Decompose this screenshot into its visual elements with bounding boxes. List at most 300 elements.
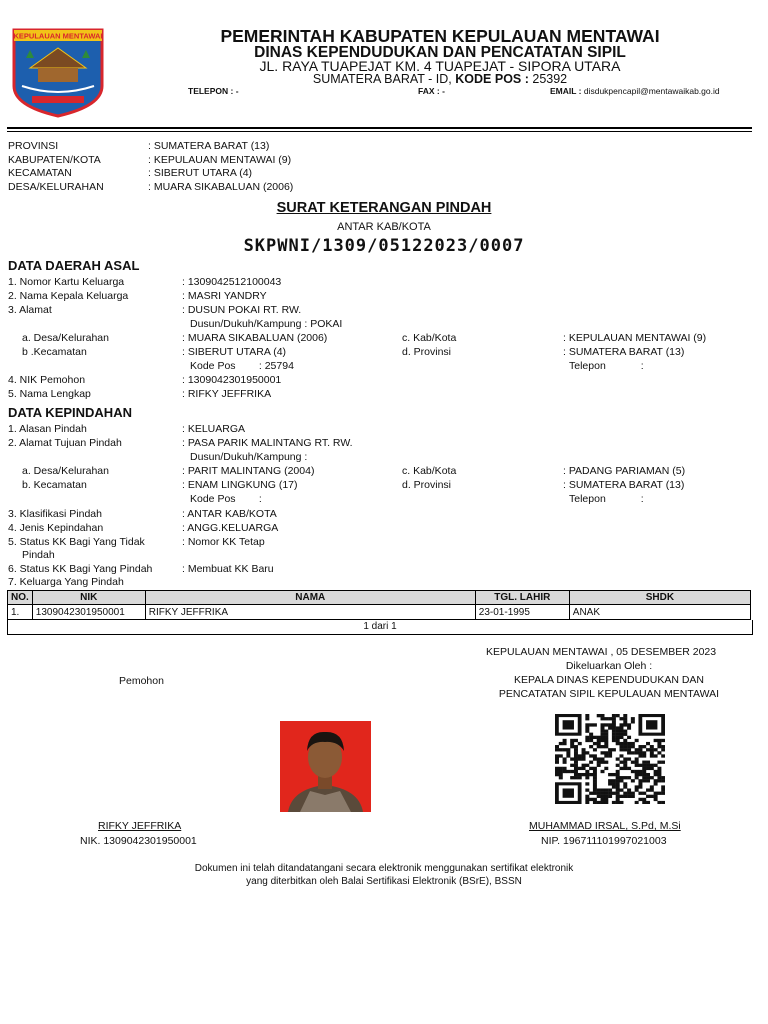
place-date: KEPULAUAN MENTAWAI , 05 DESEMBER 2023 <box>486 646 717 658</box>
qr-module <box>612 773 616 776</box>
qr-module <box>612 779 616 782</box>
qr-module <box>582 773 586 776</box>
move-regency-label: c. Kab/Kota <box>402 465 457 477</box>
qr-module <box>638 754 642 757</box>
qr-module <box>654 792 658 795</box>
qr-module <box>619 754 623 757</box>
qr-module <box>623 739 627 742</box>
qr-module <box>593 748 597 751</box>
qr-module <box>608 779 612 782</box>
qr-module <box>555 757 559 760</box>
qr-module <box>589 723 593 726</box>
qr-module <box>608 754 612 757</box>
qr-module <box>597 788 601 791</box>
postal-label: KODE POS : <box>455 72 529 86</box>
region-value-province: : SUMATERA BARAT (13) <box>148 140 270 152</box>
qr-module <box>559 754 563 757</box>
qr-module <box>597 792 601 795</box>
email-label: EMAIL : <box>550 86 582 96</box>
qr-module <box>604 733 608 736</box>
qr-module <box>646 742 650 745</box>
qr-module <box>601 801 605 804</box>
qr-module <box>608 795 612 798</box>
origin-kk-value: : 1309042512100043 <box>182 276 282 288</box>
qr-module <box>642 764 646 767</box>
qr-module <box>646 767 650 770</box>
qr-module <box>642 754 646 757</box>
qr-module <box>555 754 559 757</box>
qr-module <box>616 757 620 760</box>
qr-module <box>585 788 589 791</box>
qr-module <box>657 773 661 776</box>
qr-module <box>631 720 635 723</box>
qr-module <box>574 745 578 748</box>
qr-module <box>563 757 567 760</box>
qr-module <box>635 764 639 767</box>
qr-module <box>661 739 665 742</box>
move-district-label: b. Kecamatan <box>22 479 87 491</box>
qr-module <box>623 733 627 736</box>
origin-postal-code: Kode Pos : 25794 <box>190 360 294 372</box>
email-line <box>550 86 720 96</box>
qr-module <box>638 751 642 754</box>
family-table <box>7 590 751 620</box>
qr-module <box>642 779 646 782</box>
header-divider <box>7 127 752 129</box>
qr-module <box>657 770 661 773</box>
qr-module <box>593 798 597 801</box>
qr-module <box>585 723 589 726</box>
qr-module <box>570 770 574 773</box>
family-table-header <box>8 591 751 605</box>
qr-module <box>582 767 586 770</box>
qr-module <box>657 767 661 770</box>
qr-module <box>657 761 661 764</box>
move-village-value: : PARIT MALINTANG (2004) <box>182 465 315 477</box>
qr-module <box>608 773 612 776</box>
qr-module <box>650 764 654 767</box>
qr-module <box>635 776 639 779</box>
cell-no: 1. <box>8 605 33 620</box>
qr-module <box>585 782 589 785</box>
qr-module <box>623 792 627 795</box>
qr-module <box>616 779 620 782</box>
qr-module <box>563 770 567 773</box>
qr-module <box>646 748 650 751</box>
qr-module <box>608 788 612 791</box>
qr-module <box>578 754 582 757</box>
qr-module <box>559 748 563 751</box>
qr-module <box>574 739 578 742</box>
qr-module <box>616 792 620 795</box>
qr-module <box>657 801 661 804</box>
move-reason-value: : KELUARGA <box>182 423 246 435</box>
qr-module <box>646 801 650 804</box>
qr-module <box>604 788 608 791</box>
qr-module <box>578 742 582 745</box>
qr-module <box>619 779 623 782</box>
col-nama: NAMA <box>145 591 475 605</box>
qr-module <box>627 723 631 726</box>
qr-module <box>574 754 578 757</box>
qr-module <box>597 761 601 764</box>
qr-module <box>574 751 578 754</box>
qr-module <box>646 776 650 779</box>
qr-module <box>585 795 589 798</box>
qr-module <box>601 798 605 801</box>
kk-status-staying-value: : Nomor KK Tetap <box>182 536 265 548</box>
qr-module <box>646 779 650 782</box>
qr-module <box>646 764 650 767</box>
qr-module <box>604 730 608 733</box>
qr-module <box>570 757 574 760</box>
col-shdk: SHDK <box>569 591 750 605</box>
qr-module <box>631 779 635 782</box>
qr-module <box>657 739 661 742</box>
qr-module <box>608 751 612 754</box>
region-label-province: PROVINSI <box>8 140 59 152</box>
qr-module <box>623 748 627 751</box>
qr-module <box>661 776 665 779</box>
qr-module <box>601 770 605 773</box>
qr-module <box>616 764 620 767</box>
qr-module <box>635 773 639 776</box>
qr-module <box>661 745 665 748</box>
qr-module <box>612 726 616 729</box>
qr-module <box>593 757 597 760</box>
qr-module <box>623 782 627 785</box>
qr-module <box>627 736 631 739</box>
qr-module <box>604 742 608 745</box>
qr-module <box>608 748 612 751</box>
move-type-value: : ANGG.KELUARGA <box>182 522 279 534</box>
qr-module <box>585 773 589 776</box>
qr-module <box>574 770 578 773</box>
qr-module <box>597 795 601 798</box>
origin-nik-label: 4. NIK Pemohon <box>8 374 86 386</box>
qr-module <box>635 761 639 764</box>
qr-module <box>619 748 623 751</box>
move-reason-label: 1. Alasan Pindah <box>8 423 87 435</box>
qr-module <box>642 745 646 748</box>
qr-module <box>623 764 627 767</box>
move-dusun: Dusun/Dukuh/Kampung : <box>190 451 308 463</box>
move-classification-label: 3. Klasifikasi Pindah <box>8 508 102 520</box>
qr-module <box>601 795 605 798</box>
qr-module <box>650 767 654 770</box>
qr-module <box>619 788 623 791</box>
qr-module <box>612 782 616 785</box>
qr-module <box>627 726 631 729</box>
qr-module <box>578 776 582 779</box>
qr-module <box>638 782 642 785</box>
qr-module <box>593 770 597 773</box>
regency-logo <box>10 28 106 118</box>
qr-module <box>597 801 601 804</box>
qr-module <box>604 761 608 764</box>
qr-module <box>657 742 661 745</box>
region-label-village: DESA/KELURAHAN <box>8 181 104 193</box>
qr-module <box>616 788 620 791</box>
qr-module <box>642 770 646 773</box>
qr-module <box>601 792 605 795</box>
qr-module <box>619 767 623 770</box>
qr-module <box>650 795 654 798</box>
qr-module <box>563 742 567 745</box>
qr-module <box>635 785 639 788</box>
origin-head-value: : MASRI YANDRY <box>182 290 267 302</box>
qr-module <box>597 745 601 748</box>
qr-module <box>623 714 627 717</box>
qr-module <box>589 754 593 757</box>
qr-module <box>623 745 627 748</box>
qr-module <box>585 751 589 754</box>
qr-module <box>661 761 665 764</box>
qr-module <box>566 770 570 773</box>
qr-module <box>585 798 589 801</box>
qr-module <box>574 761 578 764</box>
qr-module <box>593 792 597 795</box>
qr-module <box>654 779 658 782</box>
qr-module <box>601 733 605 736</box>
applicant-name: RIFKY JEFFRIKA <box>98 820 182 832</box>
qr-module <box>654 798 658 801</box>
qr-module <box>623 730 627 733</box>
qr-module <box>566 748 570 751</box>
move-telephone: Telepon : <box>569 493 644 505</box>
document-subtitle: ANTAR KAB/KOTA <box>337 221 431 233</box>
qr-module <box>627 776 631 779</box>
qr-module <box>654 795 658 798</box>
cell-shdk: ANAK <box>569 605 750 620</box>
qr-module <box>555 773 559 776</box>
qr-module <box>661 785 665 788</box>
region-value-village: : MUARA SIKABALUAN (2006) <box>148 181 294 193</box>
qr-module <box>650 748 654 751</box>
qr-module <box>604 798 608 801</box>
qr-module <box>612 714 616 717</box>
move-address-label: 2. Alamat Tujuan Pindah <box>8 437 122 449</box>
qr-module <box>612 785 616 788</box>
qr-module <box>623 795 627 798</box>
qr-module <box>574 773 578 776</box>
qr-module <box>597 714 601 717</box>
qr-module <box>619 801 623 804</box>
qr-module <box>608 723 612 726</box>
qr-module <box>593 776 597 779</box>
qr-module <box>642 761 646 764</box>
header-province: SUMATERA BARAT - ID, <box>312 72 452 86</box>
qr-module <box>616 776 620 779</box>
qr-module <box>642 792 646 795</box>
qr-module <box>608 717 612 720</box>
qr-module <box>627 767 631 770</box>
qr-module <box>578 767 582 770</box>
qr-module <box>657 745 661 748</box>
qr-module <box>619 717 623 720</box>
qr-module <box>574 764 578 767</box>
qr-module <box>582 751 586 754</box>
qr-module <box>619 723 623 726</box>
qr-module <box>619 795 623 798</box>
cell-nik: 1309042301950001 <box>32 605 145 620</box>
qr-module <box>597 757 601 760</box>
qr-module <box>635 801 639 804</box>
qr-module <box>593 767 597 770</box>
qr-module <box>623 720 627 723</box>
qr-module <box>623 717 627 720</box>
qr-module <box>631 770 635 773</box>
qr-module <box>604 745 608 748</box>
section-heading-origin: DATA DAERAH ASAL <box>8 258 140 273</box>
official-name: MUHAMMAD IRSAL, S.Pd, M.Si <box>529 820 681 832</box>
qr-module <box>635 757 639 760</box>
qr-module <box>585 717 589 720</box>
qr-module <box>654 748 658 751</box>
qr-module <box>582 754 586 757</box>
qr-module <box>619 761 623 764</box>
move-address-value: : PASA PARIK MALINTANG RT. RW. <box>182 437 353 449</box>
qr-module <box>627 751 631 754</box>
move-regency-value: : PADANG PARIAMAN (5) <box>563 465 686 477</box>
issued-by: Dikeluarkan Oleh : <box>565 660 653 672</box>
kk-status-moving-value: : Membuat KK Baru <box>182 563 274 575</box>
qr-module <box>593 801 597 804</box>
qr-module <box>601 751 605 754</box>
qr-module <box>601 730 605 733</box>
qr-module <box>616 726 620 729</box>
qr-module <box>654 782 658 785</box>
move-province-label: d. Provinsi <box>402 479 452 491</box>
qr-module <box>585 776 589 779</box>
qr-module <box>555 745 559 748</box>
qr-module <box>593 723 597 726</box>
move-classification-value: : ANTAR KAB/KOTA <box>182 508 277 520</box>
qr-module <box>616 739 620 742</box>
qr-module <box>563 761 567 764</box>
qr-module <box>593 754 597 757</box>
qr-module <box>623 767 627 770</box>
qr-module <box>601 745 605 748</box>
origin-district-label: b .Kecamatan <box>22 346 87 358</box>
move-type-label: 4. Jenis Kepindahan <box>8 522 104 534</box>
section-heading-move: DATA KEPINDAHAN <box>8 405 132 420</box>
qr-module <box>604 795 608 798</box>
qr-module <box>616 714 620 717</box>
qr-module <box>601 739 605 742</box>
qr-module <box>612 736 616 739</box>
qr-module <box>608 782 612 785</box>
qr-module <box>593 736 597 739</box>
qr-module <box>635 788 639 791</box>
qr-module <box>616 742 620 745</box>
qr-module <box>631 745 635 748</box>
qr-module <box>559 773 563 776</box>
qr-module <box>661 788 665 791</box>
fax-label: FAX : - <box>418 86 445 96</box>
qr-module <box>608 726 612 729</box>
qr-module <box>661 779 665 782</box>
qr-module <box>650 754 654 757</box>
footer-note-line2: yang diterbitkan oleh Balai Sertifikasi Elektronik (BSrE), BSSN <box>246 876 522 887</box>
telephone-label: TELEPON : - <box>188 86 239 96</box>
applicant-nik: NIK. 1309042301950001 <box>80 835 197 847</box>
qr-module <box>631 792 635 795</box>
qr-module <box>619 733 623 736</box>
official-title-line2: PENCATATAN SIPIL KEPULAUAN MENTAWAI <box>498 688 720 700</box>
qr-module <box>582 764 586 767</box>
origin-village-label: a. Desa/Kelurahan <box>22 332 109 344</box>
kk-status-staying-label-cont: Pindah <box>22 549 55 561</box>
qr-module <box>566 751 570 754</box>
qr-module <box>612 748 616 751</box>
qr-module <box>612 717 616 720</box>
origin-kk-label: 1. Nomor Kartu Keluarga <box>8 276 125 288</box>
qr-module <box>619 742 623 745</box>
header-agency: DINAS KEPENDUDUKAN DAN PENCATATAN SIPIL <box>254 44 626 61</box>
origin-village-value: : MUARA SIKABALUAN (2006) <box>182 332 328 344</box>
qr-module <box>601 788 605 791</box>
qr-module <box>612 801 616 804</box>
qr-module <box>574 767 578 770</box>
qr-module <box>616 770 620 773</box>
qr-module <box>616 801 620 804</box>
qr-module <box>612 792 616 795</box>
col-nik: NIK <box>32 591 145 605</box>
qr-module <box>555 770 559 773</box>
qr-module <box>597 742 601 745</box>
qr-module <box>555 767 559 770</box>
origin-nik-value: : 1309042301950001 <box>182 374 282 386</box>
qr-module <box>619 726 623 729</box>
region-value-regency: : KEPULAUAN MENTAWAI (9) <box>148 154 292 166</box>
qr-module <box>642 776 646 779</box>
qr-module <box>619 736 623 739</box>
col-no: NO. <box>8 591 33 605</box>
qr-module <box>582 757 586 760</box>
qr-module <box>566 754 570 757</box>
postal-value: 25392 <box>532 72 568 86</box>
qr-module <box>657 792 661 795</box>
qr-module <box>612 730 616 733</box>
origin-province-value: : SUMATERA BARAT (13) <box>563 346 685 358</box>
qr-module <box>570 745 574 748</box>
qr-module <box>570 764 574 767</box>
origin-name-value: : RIFKY JEFFRIKA <box>182 388 272 400</box>
qr-module <box>601 717 605 720</box>
qr-module <box>604 751 608 754</box>
qr-module <box>589 739 593 742</box>
qr-module <box>619 776 623 779</box>
qr-module <box>646 761 650 764</box>
origin-district-value: : SIBERUT UTARA (4) <box>182 346 287 358</box>
qr-finder-pattern <box>563 788 574 797</box>
qr-module <box>593 773 597 776</box>
qr-module <box>601 723 605 726</box>
qr-module <box>627 792 631 795</box>
origin-telephone: Telepon : <box>569 360 644 372</box>
qr-module <box>623 761 627 764</box>
qr-module <box>563 767 567 770</box>
origin-head-label: 2. Nama Kepala Keluarga <box>8 290 129 302</box>
qr-module <box>563 739 567 742</box>
qr-module <box>604 739 608 742</box>
qr-module <box>616 773 620 776</box>
qr-module <box>638 792 642 795</box>
qr-module <box>631 717 635 720</box>
qr-module <box>601 757 605 760</box>
qr-module <box>604 754 608 757</box>
